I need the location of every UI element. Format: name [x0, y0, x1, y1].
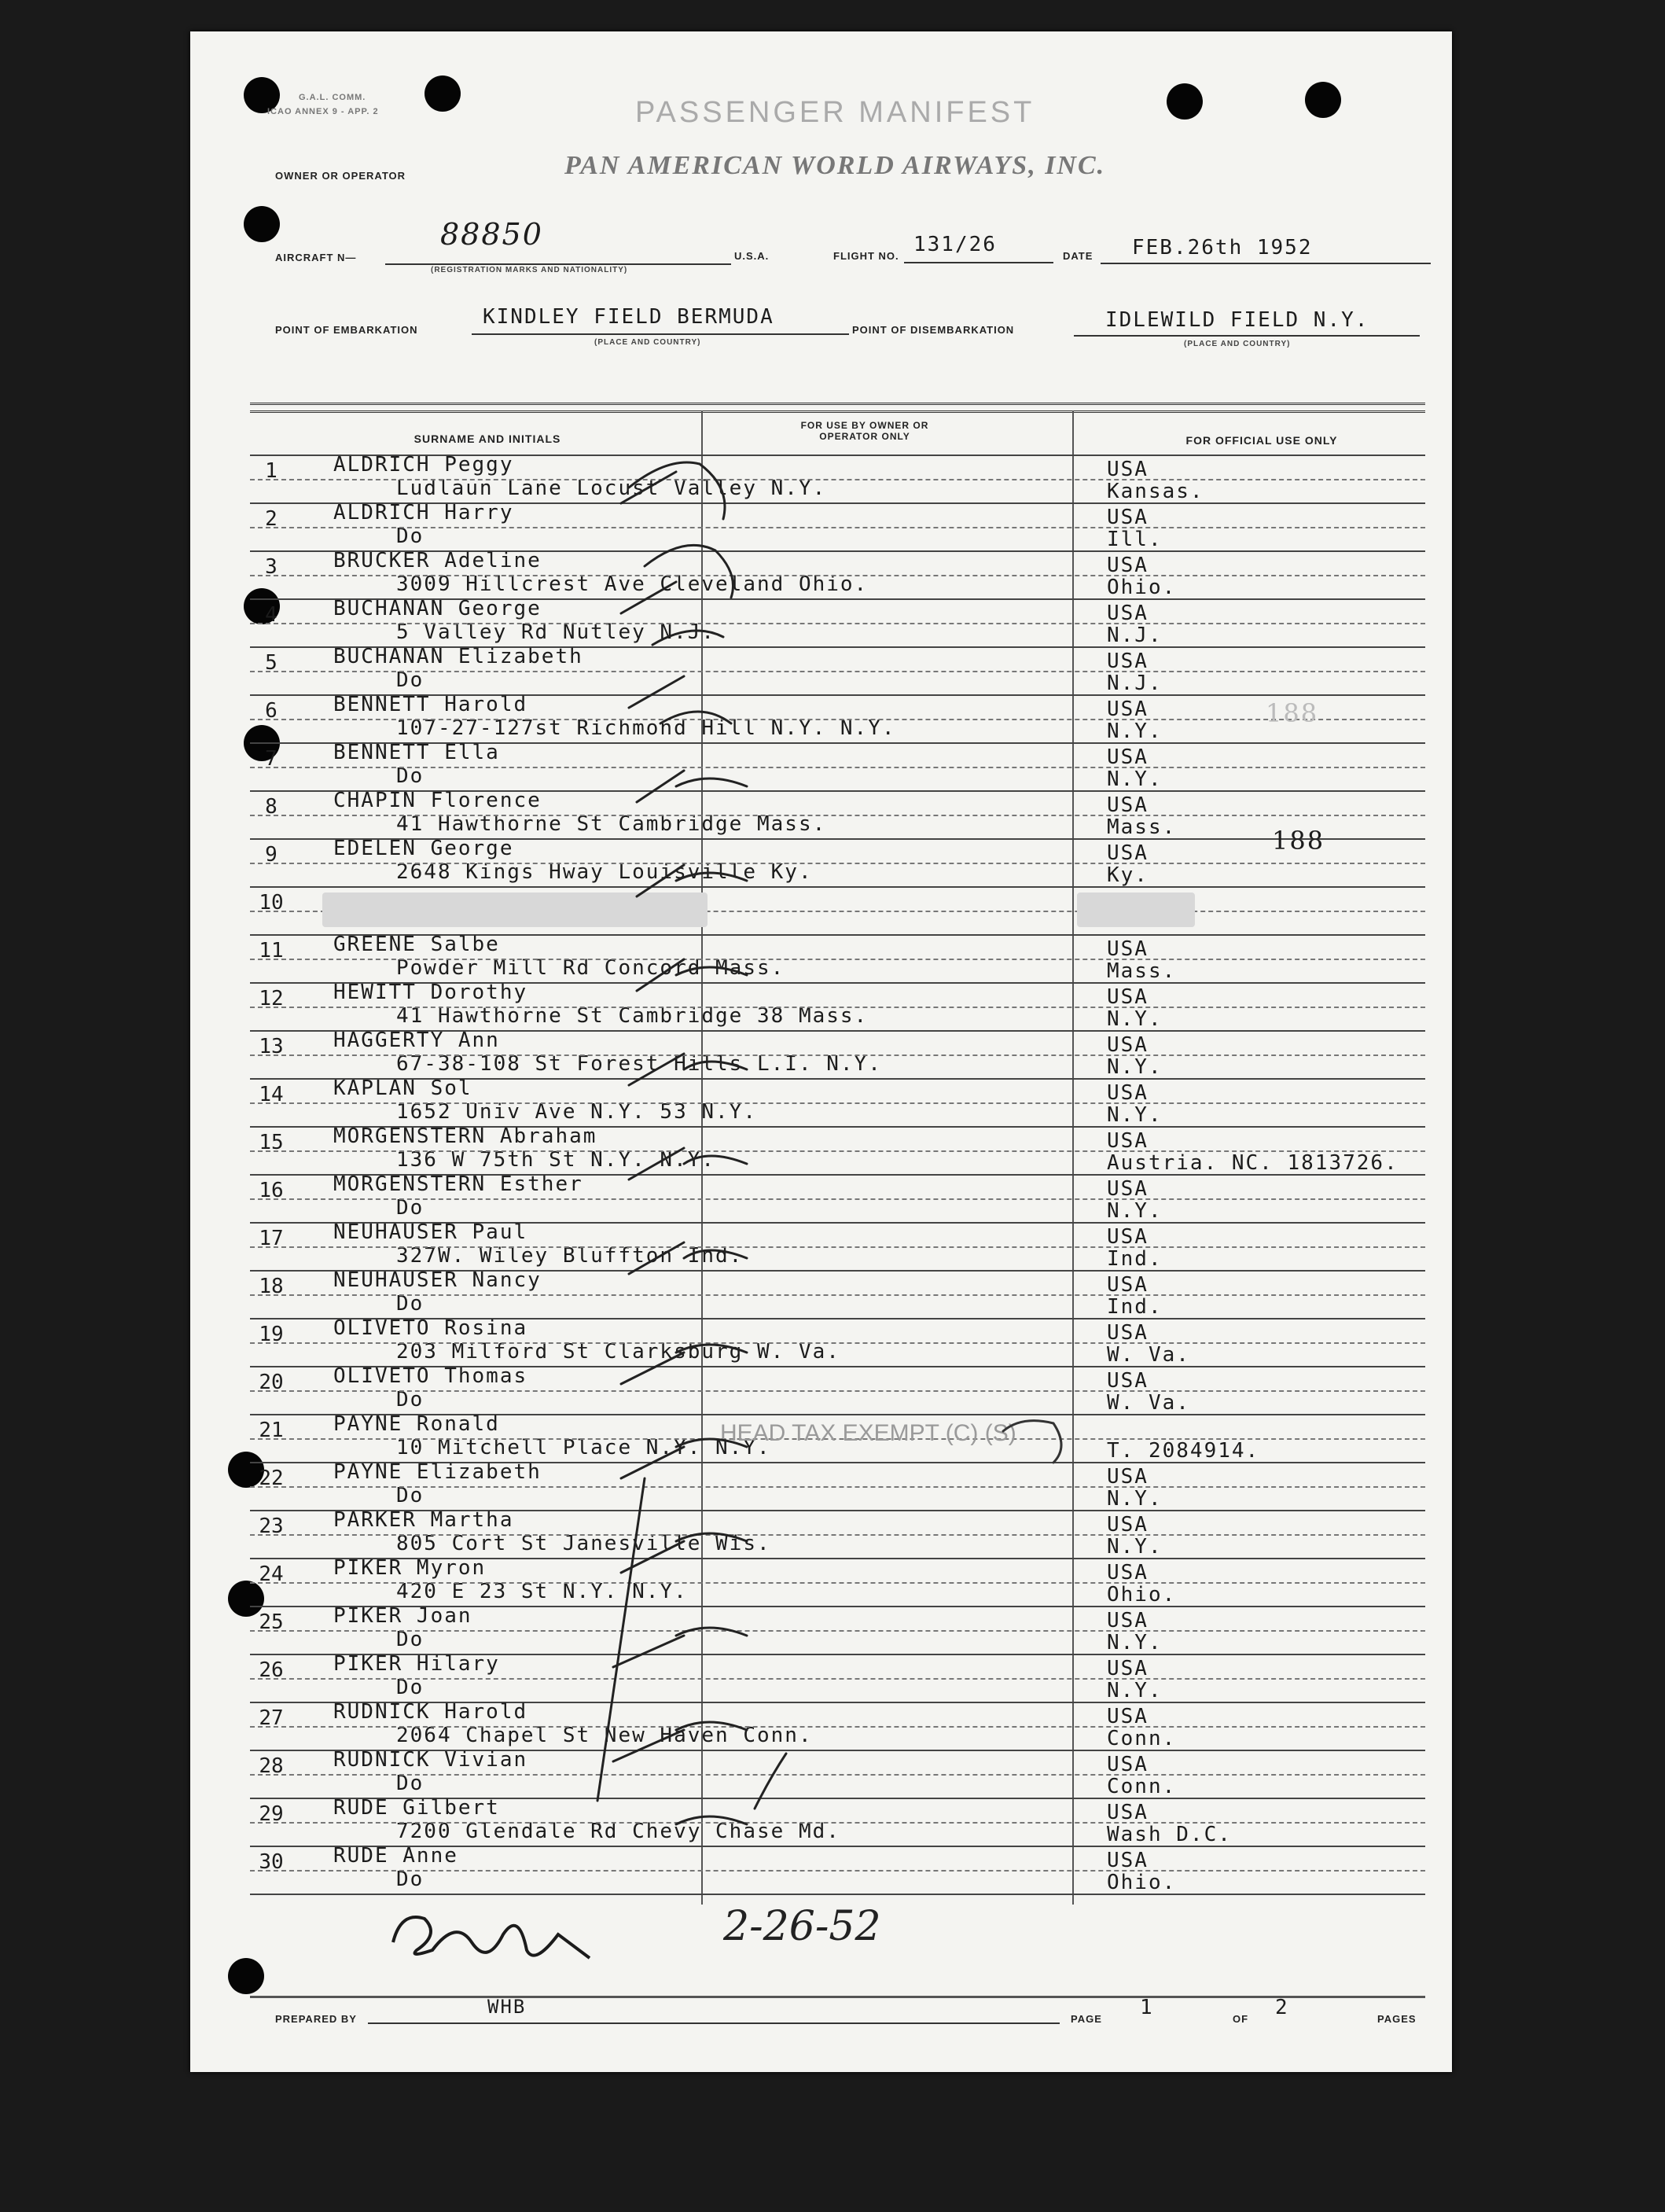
- passenger-address: 5 Valley Rd Nutley N.J.: [396, 620, 716, 644]
- row-number: 23: [259, 1515, 284, 1538]
- row-number: 4: [265, 603, 278, 627]
- punch-hole: [1167, 83, 1203, 120]
- embark-label: POINT OF EMBARKATION: [275, 324, 418, 336]
- row-mid-rule: [250, 1102, 1425, 1104]
- row-number: 29: [259, 1802, 284, 1826]
- row-number: 13: [259, 1035, 284, 1058]
- nationality: USA: [1107, 1129, 1149, 1153]
- nationality: USA: [1107, 1321, 1149, 1345]
- state-residence: Conn.: [1107, 1775, 1177, 1798]
- passenger-name: EDELEN George: [333, 837, 514, 860]
- passenger-name: BENNETT Harold: [333, 693, 528, 716]
- row-mid-rule: [250, 1246, 1425, 1248]
- row-number: 9: [265, 843, 278, 867]
- row-number: 19: [259, 1323, 284, 1346]
- passenger-address: Do: [396, 1676, 425, 1699]
- passenger-address: Ludlaun Lane Locust Valley N.Y.: [396, 477, 827, 500]
- row-rule: [250, 1894, 1425, 1895]
- row-mid-rule: [250, 1294, 1425, 1296]
- nationality: USA: [1107, 1225, 1149, 1249]
- row-mid-rule: [250, 1486, 1425, 1488]
- row-number: 14: [259, 1083, 284, 1106]
- disembark-underline: [1074, 335, 1420, 337]
- date-label: DATE: [1063, 250, 1093, 262]
- col-official-header: FOR OFFICIAL USE ONLY: [1185, 434, 1338, 447]
- embark-value: KINDLEY FIELD BERMUDA: [483, 305, 774, 329]
- passenger-name: PAYNE Ronald: [333, 1412, 500, 1436]
- passenger-name: MORGENSTERN Abraham: [333, 1124, 597, 1148]
- passenger-address: Do: [396, 668, 425, 692]
- state-residence: N.Y.: [1107, 1199, 1163, 1223]
- passenger-name: RUDNICK Harold: [333, 1700, 528, 1724]
- of-value: 2: [1275, 1996, 1289, 2019]
- row-mid-rule: [250, 1822, 1425, 1824]
- state-residence: W. Va.: [1107, 1343, 1190, 1367]
- state-residence: N.J.: [1107, 672, 1163, 695]
- row-number: 17: [259, 1227, 284, 1250]
- passenger-name: PAYNE Elizabeth: [333, 1460, 542, 1484]
- embark-sub: (PLACE AND COUNTRY): [594, 338, 701, 347]
- nationality: USA: [1107, 1273, 1149, 1297]
- nationality: USA: [1107, 1753, 1149, 1776]
- passenger-address: Powder Mill Rd Concord Mass.: [396, 956, 785, 980]
- state-residence: Kansas.: [1107, 480, 1204, 503]
- passenger-name: PIKER Myron: [333, 1556, 487, 1580]
- state-residence: Ohio.: [1107, 1871, 1177, 1894]
- table-top-rule: [250, 410, 1425, 413]
- state-residence: N.Y.: [1107, 1631, 1163, 1654]
- row-mid-rule: [250, 1870, 1425, 1872]
- usa-label: U.S.A.: [734, 250, 770, 262]
- handwritten-date: 2-26-52: [723, 1903, 881, 1950]
- head-tax-stamp: HEAD TAX EXEMPT (C) (S): [720, 1420, 1016, 1446]
- passenger-name: PIKER Hilary: [333, 1652, 500, 1676]
- passenger-address: Do: [396, 764, 425, 788]
- state-residence: N.Y.: [1107, 1487, 1163, 1511]
- punch-hole: [1305, 82, 1341, 118]
- row-number: 5: [265, 651, 278, 675]
- row-mid-rule: [250, 575, 1425, 576]
- state-residence: Ind.: [1107, 1295, 1163, 1319]
- row-mid-rule: [250, 671, 1425, 672]
- passenger-address: Do: [396, 1868, 425, 1891]
- page-value: 1: [1140, 1996, 1154, 2019]
- nationality: USA: [1107, 554, 1149, 577]
- row-number: 16: [259, 1179, 284, 1202]
- passenger-name: KAPLAN Sol: [333, 1077, 472, 1100]
- state-residence: N.Y.: [1107, 1007, 1163, 1031]
- passenger-address: 41 Hawthorne St Cambridge 38 Mass.: [396, 1004, 869, 1028]
- passenger-address: 327W. Wiley Bluffton Ind.: [396, 1244, 744, 1268]
- passenger-address: 203 Milford St Clarksburg W. Va.: [396, 1340, 840, 1364]
- passenger-name: BUCHANAN Elizabeth: [333, 645, 583, 668]
- state-residence: Ill.: [1107, 528, 1163, 551]
- nationality: USA: [1107, 1081, 1149, 1105]
- punch-hole: [244, 206, 280, 242]
- row-mid-rule: [250, 1198, 1425, 1200]
- passenger-name: HAGGERTY Ann: [333, 1029, 500, 1052]
- row-number: 1: [265, 459, 278, 483]
- row-number: 11: [259, 939, 284, 962]
- passenger-name: BENNETT Ella: [333, 741, 500, 764]
- row-number: 3: [265, 555, 278, 579]
- passenger-address: 1652 Univ Ave N.Y. 53 N.Y.: [396, 1100, 757, 1124]
- corner-note: ICAO ANNEX 9 - APP. 2: [267, 107, 379, 116]
- redacted-entry: [1077, 893, 1195, 927]
- passenger-address: 67-38-108 St Forest Hills L.I. N.Y.: [396, 1052, 882, 1076]
- row-number: 2: [265, 507, 278, 531]
- state-residence: N.Y.: [1107, 1103, 1163, 1127]
- state-residence: N.Y.: [1107, 1055, 1163, 1079]
- state-residence: Austria. NC. 1813726.: [1107, 1151, 1399, 1175]
- passenger-name: ALDRICH Peggy: [333, 453, 514, 477]
- state-residence: Ky.: [1107, 863, 1149, 887]
- nationality: USA: [1107, 1609, 1149, 1632]
- state-residence: Mass.: [1107, 815, 1177, 839]
- passenger-address: 136 W 75th St N.Y. N.Y.: [396, 1148, 716, 1172]
- column-divider: [1072, 410, 1074, 1905]
- page-label: PAGE: [1071, 2013, 1102, 2025]
- passenger-name: HEWITT Dorothy: [333, 981, 528, 1004]
- disembark-label: POINT OF DISEMBARKATION: [852, 324, 1015, 336]
- passenger-address: Do: [396, 1292, 425, 1316]
- nationality: USA: [1107, 1465, 1149, 1489]
- row-number: 22: [259, 1467, 284, 1490]
- passenger-name: RUDE Anne: [333, 1844, 458, 1868]
- row-mid-rule: [250, 1582, 1425, 1584]
- aircraft-sub: (REGISTRATION MARKS AND NATIONALITY): [431, 266, 628, 274]
- col-owner-header: FOR USE BY OWNER OR OPERATOR ONLY: [800, 420, 929, 442]
- nationality: USA: [1107, 1801, 1149, 1824]
- carrier-name: PAN AMERICAN WORLD AIRWAYS, INC.: [564, 151, 1106, 180]
- row-number: 7: [265, 747, 278, 771]
- row-mid-rule: [250, 767, 1425, 768]
- row-number: 15: [259, 1131, 284, 1154]
- disembark-value: IDLEWILD FIELD N.Y.: [1105, 308, 1369, 332]
- row-number: 27: [259, 1706, 284, 1730]
- flight-label: FLIGHT NO.: [833, 250, 899, 262]
- row-mid-rule: [250, 959, 1425, 960]
- row-number: 24: [259, 1562, 284, 1586]
- nationality: USA: [1107, 937, 1149, 961]
- passenger-name: NEUHAUSER Nancy: [333, 1268, 542, 1292]
- nationality: USA: [1107, 793, 1149, 817]
- state-residence: Ind.: [1107, 1247, 1163, 1271]
- passenger-address: 2064 Chapel St New Haven Conn.: [396, 1724, 813, 1747]
- state-residence: T. 2084914.: [1107, 1439, 1260, 1463]
- row-mid-rule: [250, 1150, 1425, 1152]
- passenger-name: OLIVETO Thomas: [333, 1364, 528, 1388]
- state-residence: Wash D.C.: [1107, 1823, 1232, 1846]
- row-number: 6: [265, 699, 278, 723]
- row-mid-rule: [250, 1774, 1425, 1776]
- passenger-address: Do: [396, 1388, 425, 1411]
- nationality: USA: [1107, 1033, 1149, 1057]
- row-number: 12: [259, 987, 284, 1010]
- passenger-address: 420 E 23 St N.Y. N.Y.: [396, 1580, 688, 1603]
- date-underline: [1101, 263, 1431, 264]
- passenger-address: 805 Cort St Janesville Wis.: [396, 1532, 771, 1555]
- owner-label: OWNER OR OPERATOR: [275, 170, 406, 182]
- form-title: PASSENGER MANIFEST: [635, 96, 1035, 129]
- passenger-name: BUCHANAN George: [333, 597, 542, 620]
- row-mid-rule: [250, 863, 1425, 864]
- passenger-address: 2648 Kings Hway Louisville Ky.: [396, 860, 813, 884]
- passenger-name: RUDNICK Vivian: [333, 1748, 528, 1772]
- row-mid-rule: [250, 1534, 1425, 1536]
- date-value: FEB.26th 1952: [1132, 236, 1313, 259]
- table-top-rule: [250, 403, 1425, 405]
- prepared-value: WHB: [487, 1996, 527, 2018]
- row-mid-rule: [250, 1054, 1425, 1056]
- pages-label: PAGES: [1377, 2013, 1417, 2025]
- aircraft-label: AIRCRAFT N—: [275, 252, 357, 263]
- row-number: 25: [259, 1610, 284, 1634]
- passenger-address: Do: [396, 1484, 425, 1507]
- passenger-name: MORGENSTERN Esther: [333, 1172, 583, 1196]
- passenger-address: Do: [396, 1628, 425, 1651]
- passenger-address: 107-27-127st Richmond Hill N.Y. N.Y.: [396, 716, 896, 740]
- disembark-sub: (PLACE AND COUNTRY): [1184, 340, 1291, 348]
- prepared-underline: [368, 2022, 1060, 2024]
- row-mid-rule: [250, 623, 1425, 624]
- row-rule: [250, 886, 1425, 888]
- row-mid-rule: [250, 1678, 1425, 1680]
- aircraft-underline: [385, 263, 731, 265]
- aircraft-value: 88850: [440, 217, 543, 252]
- passenger-name: NEUHAUSER Paul: [333, 1220, 528, 1244]
- state-residence: N.Y.: [1107, 720, 1163, 743]
- side-number: 188: [1272, 826, 1325, 856]
- state-residence: Mass.: [1107, 959, 1177, 983]
- passenger-address: Do: [396, 1196, 425, 1220]
- col-surname-header: SURNAME AND INITIALS: [413, 432, 561, 445]
- passenger-address: 41 Hawthorne St Cambridge Mass.: [396, 812, 827, 836]
- passenger-address: Do: [396, 1772, 425, 1795]
- nationality: USA: [1107, 1177, 1149, 1201]
- passenger-name: BRUCKER Adeline: [333, 549, 542, 572]
- embark-underline: [472, 333, 849, 335]
- state-residence: N.J.: [1107, 624, 1163, 647]
- row-mid-rule: [250, 527, 1425, 528]
- nationality: USA: [1107, 506, 1149, 529]
- row-mid-rule: [250, 1390, 1425, 1392]
- passenger-name: GREENE Salbe: [333, 933, 500, 956]
- passenger-name: OLIVETO Rosina: [333, 1316, 528, 1340]
- side-number: 188: [1266, 698, 1319, 728]
- row-mid-rule: [250, 479, 1425, 480]
- state-residence: Conn.: [1107, 1727, 1177, 1750]
- row-number: 10: [259, 891, 284, 915]
- passenger-address: Do: [396, 524, 425, 548]
- row-mid-rule: [250, 719, 1425, 720]
- state-residence: N.Y.: [1107, 1679, 1163, 1702]
- nationality: USA: [1107, 602, 1149, 625]
- row-mid-rule: [250, 1342, 1425, 1344]
- state-residence: W. Va.: [1107, 1391, 1190, 1415]
- of-label: OF: [1233, 2013, 1249, 2025]
- punch-hole: [228, 1958, 264, 1994]
- nationality: USA: [1107, 841, 1149, 865]
- row-mid-rule: [250, 815, 1425, 816]
- row-number: 26: [259, 1658, 284, 1682]
- redacted-entry: [322, 893, 708, 927]
- flight-underline: [904, 262, 1053, 263]
- punch-hole: [425, 75, 461, 112]
- nationality: USA: [1107, 650, 1149, 673]
- passenger-address: 3009 Hillcrest Ave Cleveland Ohio.: [396, 572, 869, 596]
- footer-rule: [250, 1996, 1425, 1998]
- row-mid-rule: [250, 1007, 1425, 1008]
- row-number: 20: [259, 1371, 284, 1394]
- nationality: USA: [1107, 1657, 1149, 1680]
- row-number: 30: [259, 1850, 284, 1874]
- nationality: USA: [1107, 1705, 1149, 1728]
- passenger-name: ALDRICH Harry: [333, 501, 514, 524]
- row-mid-rule: [250, 1726, 1425, 1728]
- state-residence: N.Y.: [1107, 1535, 1163, 1559]
- nationality: USA: [1107, 1561, 1149, 1584]
- row-number: 21: [259, 1419, 284, 1442]
- nationality: USA: [1107, 985, 1149, 1009]
- row-number: 8: [265, 795, 278, 819]
- signature: [377, 1903, 629, 1974]
- passenger-name: PARKER Martha: [333, 1508, 514, 1532]
- passenger-address: 7200 Glendale Rd Chevy Chase Md.: [396, 1820, 840, 1843]
- nationality: USA: [1107, 745, 1149, 769]
- passenger-name: PIKER Joan: [333, 1604, 472, 1628]
- passenger-name: RUDE Gilbert: [333, 1796, 500, 1820]
- state-residence: Ohio.: [1107, 1583, 1177, 1607]
- flight-value: 131/26: [913, 233, 997, 256]
- corner-note: G.A.L. COMM.: [299, 93, 366, 102]
- state-residence: Ohio.: [1107, 576, 1177, 599]
- row-number: 28: [259, 1754, 284, 1778]
- nationality: USA: [1107, 697, 1149, 721]
- passenger-name: CHAPIN Florence: [333, 789, 542, 812]
- prepared-label: PREPARED BY: [275, 2013, 357, 2025]
- nationality: USA: [1107, 1849, 1149, 1872]
- nationality: USA: [1107, 1513, 1149, 1537]
- row-number: 18: [259, 1275, 284, 1298]
- nationality: USA: [1107, 1369, 1149, 1393]
- passenger-address: 10 Mitchell Place N.Y. N.Y.: [396, 1436, 771, 1459]
- nationality: USA: [1107, 458, 1149, 481]
- row-mid-rule: [250, 1630, 1425, 1632]
- state-residence: N.Y.: [1107, 767, 1163, 791]
